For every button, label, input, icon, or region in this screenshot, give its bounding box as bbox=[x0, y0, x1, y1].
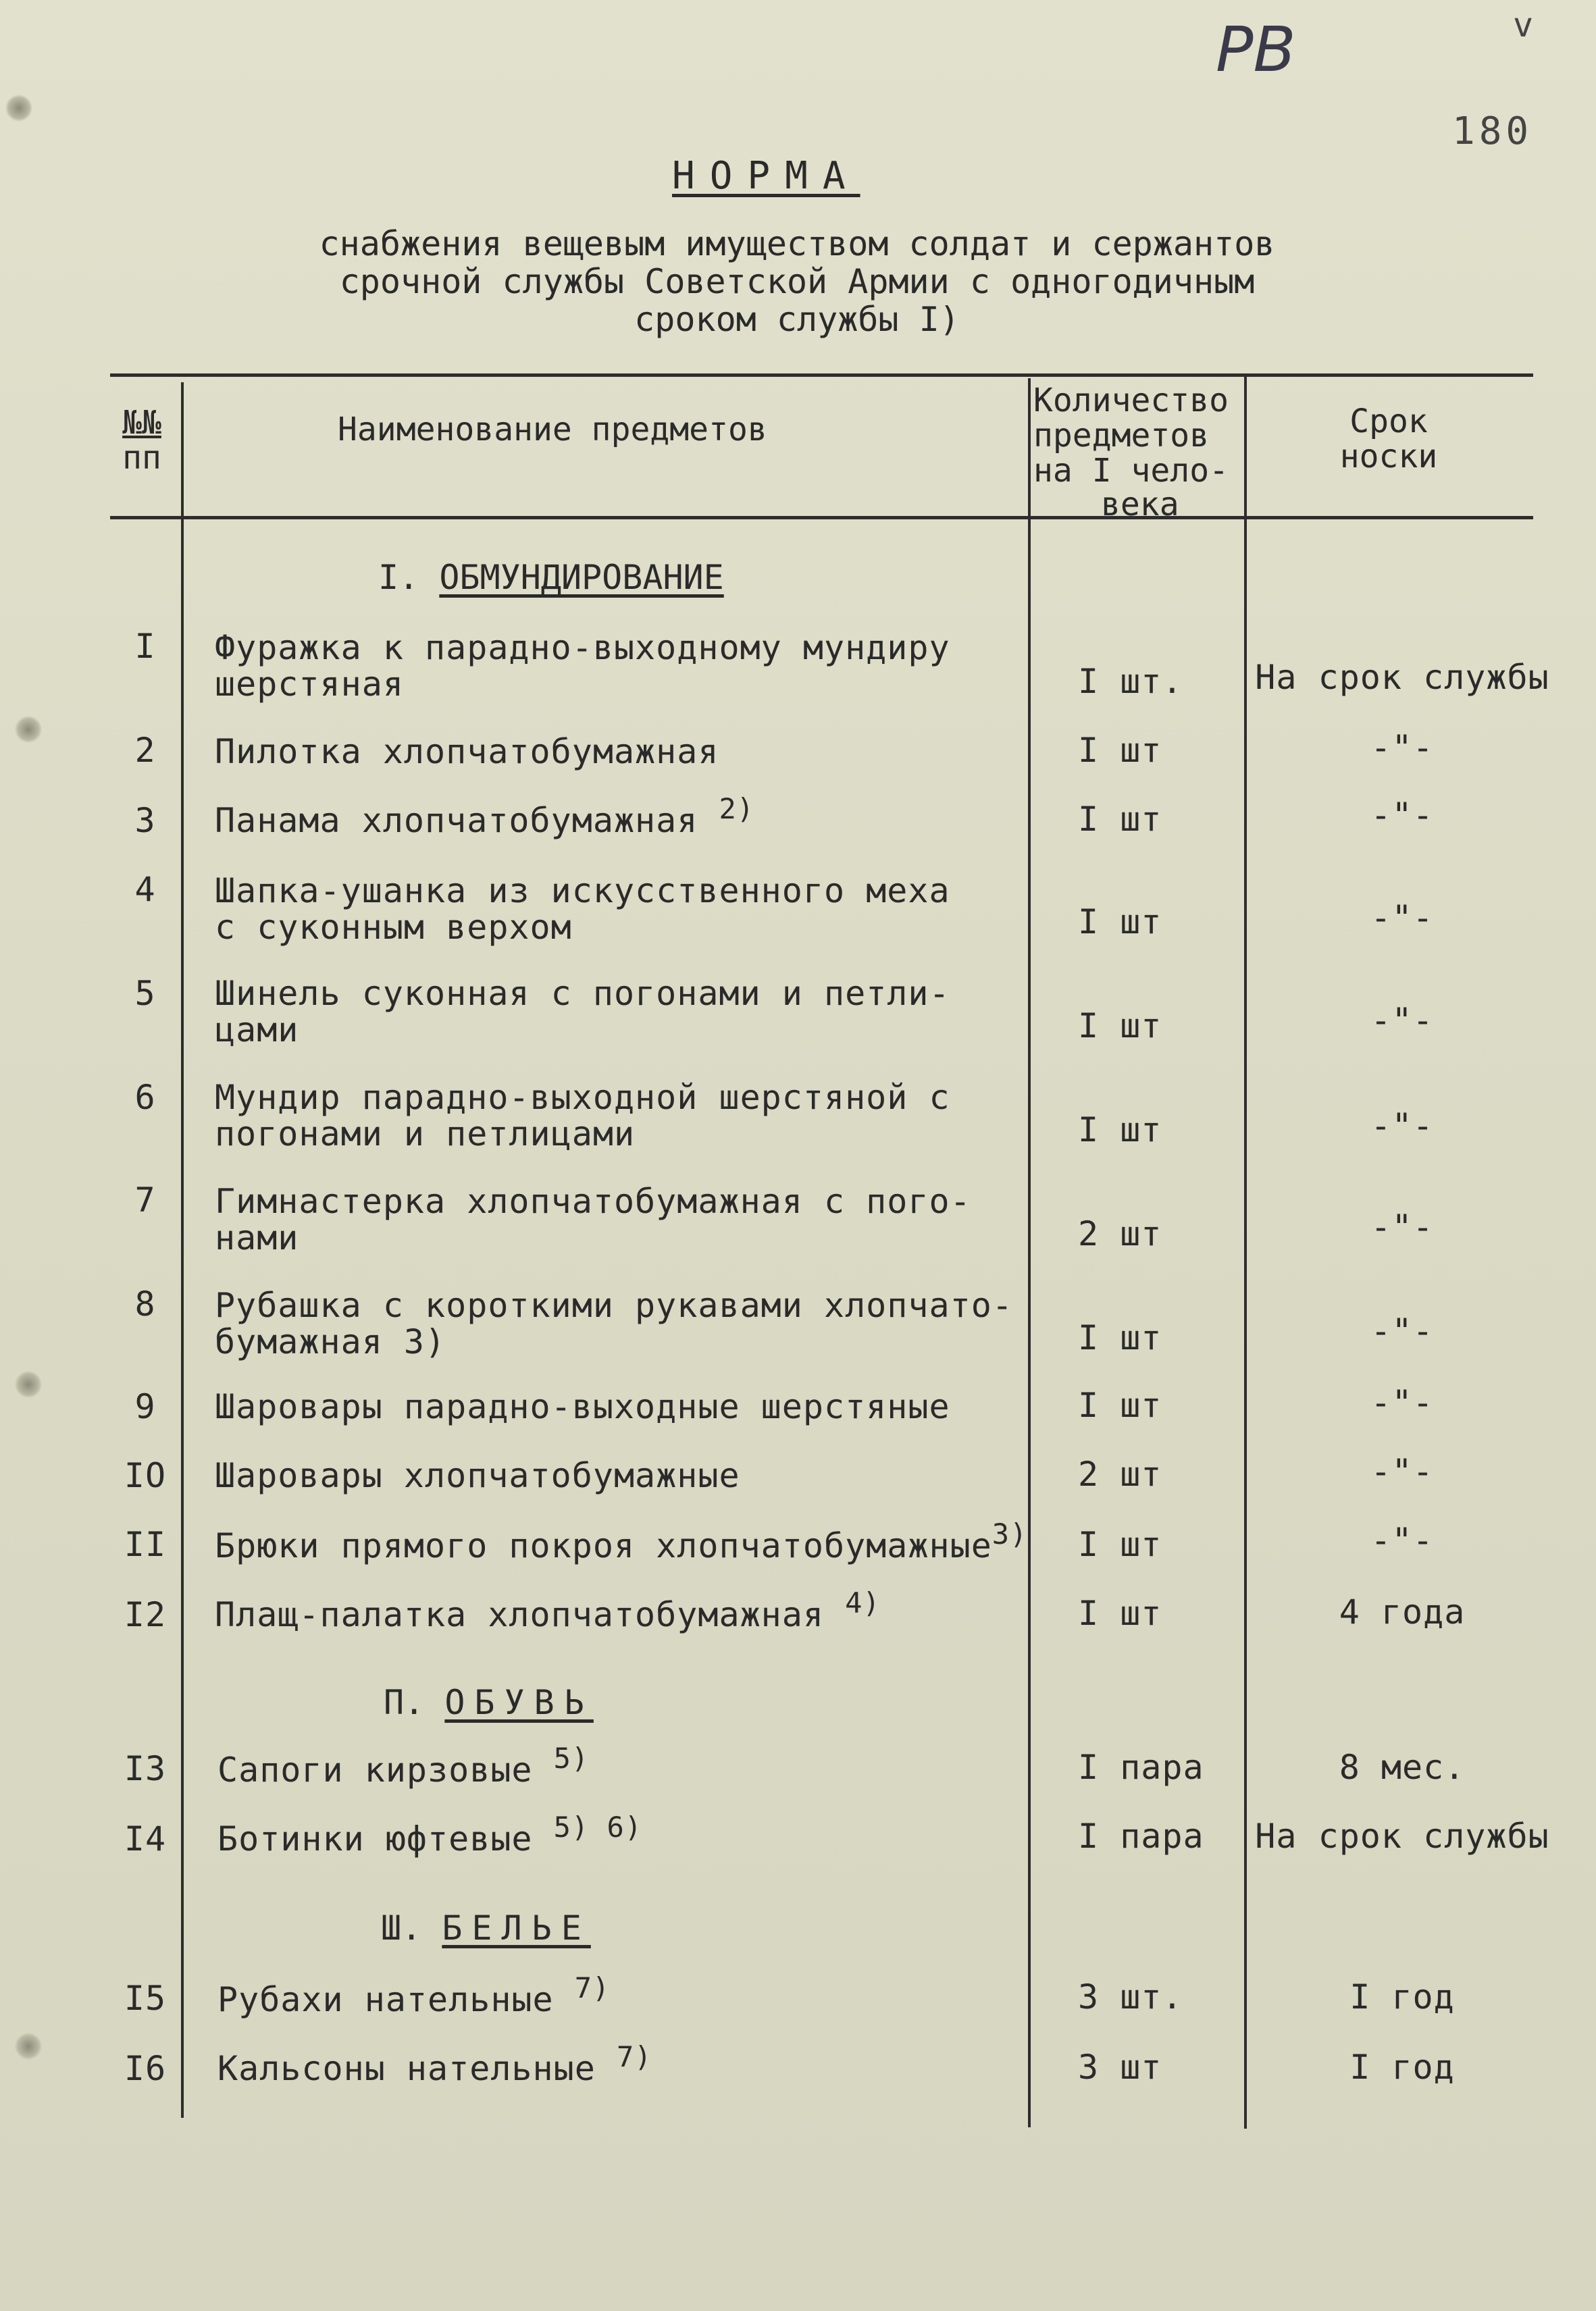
table-header-rule bbox=[110, 516, 1533, 519]
row-number: 6 bbox=[134, 1078, 156, 1117]
row-number: 8 bbox=[134, 1284, 156, 1324]
subtitle-line-1: снабжения вещевым имуществом солдат и сержантов bbox=[319, 224, 1275, 263]
item-name: Ботинки юфтевые bbox=[217, 1819, 533, 1859]
column-rule-name bbox=[1028, 378, 1031, 2127]
section-roman: П. bbox=[384, 1683, 425, 1722]
punch-hole bbox=[5, 95, 32, 122]
item-name: Брюки прямого покроя хлопчатобумажные bbox=[215, 1526, 992, 1565]
footnote-ref: 7) bbox=[574, 1971, 611, 2004]
item-name-line: Пилотка хлопчатобумажная bbox=[215, 732, 719, 771]
item-term: -"- bbox=[1370, 1208, 1434, 1247]
item-name-line: нами bbox=[215, 1218, 299, 1257]
section-title: БЕЛЬЕ bbox=[442, 1908, 591, 1948]
item-term: -"- bbox=[1370, 1001, 1434, 1040]
row-number: I3 bbox=[124, 1749, 167, 1788]
item-term: 8 мес. bbox=[1339, 1748, 1466, 1787]
row-number: 3 bbox=[134, 801, 156, 840]
item-term: -"- bbox=[1370, 898, 1434, 937]
header-qty-line-4: века bbox=[1101, 486, 1179, 523]
footnote-ref: 2) bbox=[719, 792, 755, 825]
item-name-line bbox=[217, 2040, 652, 2089]
item-name-line bbox=[215, 1586, 881, 1635]
item-name: Плащ-палатка хлопчатобумажная bbox=[215, 1595, 824, 1634]
footnote-ref: 5) 6) bbox=[553, 1811, 643, 1844]
footnote-ref: 4) bbox=[845, 1586, 881, 1619]
document-title: НОРМА bbox=[672, 154, 860, 198]
row-number: 4 bbox=[134, 870, 156, 909]
row-number: I6 bbox=[124, 2049, 167, 2088]
header-term-line-2: носки bbox=[1339, 438, 1438, 475]
section-title: ОБУВЬ bbox=[444, 1683, 594, 1722]
item-name-line: шерстяная bbox=[215, 665, 404, 704]
item-name-line bbox=[215, 1517, 1028, 1566]
row-number: I bbox=[134, 627, 156, 666]
footnote-ref: 7) bbox=[616, 2040, 652, 2073]
item-term: На срок службы bbox=[1255, 658, 1549, 697]
row-number: 9 bbox=[134, 1387, 156, 1426]
item-name: Панама хлопчатобумажная bbox=[215, 801, 698, 840]
section-heading-footwear bbox=[384, 1683, 594, 1722]
item-name-line bbox=[217, 1971, 611, 2020]
item-term: -"- bbox=[1370, 1312, 1434, 1351]
item-name-line bbox=[217, 1811, 643, 1859]
item-name-line: Фуражка к парадно-выходному мундиру bbox=[215, 628, 950, 667]
item-quantity: I шт bbox=[1078, 731, 1162, 770]
header-num-line-1: №№ bbox=[122, 404, 161, 442]
item-term: -"- bbox=[1370, 1383, 1434, 1422]
header-qty-line-2: предметов bbox=[1033, 417, 1210, 455]
punch-hole bbox=[15, 2033, 42, 2060]
row-number: 7 bbox=[134, 1180, 156, 1220]
item-name-line bbox=[217, 1742, 590, 1790]
section-title: ОБМУНДИРОВАНИЕ bbox=[439, 558, 724, 597]
item-quantity: I шт bbox=[1078, 1386, 1162, 1425]
item-term: -"- bbox=[1370, 1106, 1434, 1145]
table-top-rule bbox=[110, 373, 1533, 377]
item-quantity: 3 шт bbox=[1078, 2048, 1162, 2087]
footnote-ref: 3) bbox=[992, 1517, 1028, 1551]
row-number: 2 bbox=[134, 731, 156, 770]
row-number: I5 bbox=[124, 1979, 167, 2018]
item-name-line: погонами и петлицами bbox=[215, 1114, 636, 1153]
item-name-line: Шапка-ушанка из искусственного меха bbox=[215, 871, 950, 910]
item-name-line: с суконным верхом bbox=[215, 908, 572, 947]
row-number: 5 bbox=[134, 974, 156, 1013]
header-num-line-2: пп bbox=[122, 439, 161, 477]
section-heading-underwear bbox=[381, 1908, 591, 1948]
section-roman: I. bbox=[378, 558, 419, 597]
item-name: Кальсоны нательные bbox=[217, 2049, 596, 2088]
footnote-ref: 5) bbox=[553, 1742, 590, 1775]
row-number: I4 bbox=[124, 1819, 167, 1859]
item-quantity: I шт bbox=[1078, 902, 1162, 941]
item-name: Рубахи нательные bbox=[217, 1980, 554, 2019]
item-term: -"- bbox=[1370, 796, 1434, 835]
item-name-line: Шаровары парадно-выходные шерстяные bbox=[215, 1387, 950, 1426]
row-number: II bbox=[124, 1525, 167, 1564]
item-quantity: I шт bbox=[1078, 1594, 1162, 1633]
item-name-line: Рубашка с короткими рукавами хлопчато- bbox=[215, 1286, 1013, 1325]
row-number: IO bbox=[124, 1456, 167, 1495]
punch-hole bbox=[15, 1371, 42, 1398]
item-name-line: Гимнастерка хлопчатобумажная с пого- bbox=[215, 1182, 971, 1221]
item-term: -"- bbox=[1370, 1521, 1434, 1560]
item-name: Сапоги кирзовые bbox=[217, 1750, 533, 1790]
section-roman: Ш. bbox=[381, 1908, 422, 1948]
item-quantity: 2 шт bbox=[1078, 1214, 1162, 1253]
item-name-line: Шаровары хлопчатобумажные bbox=[215, 1456, 740, 1495]
row-number: I2 bbox=[124, 1595, 167, 1634]
item-quantity: I шт bbox=[1078, 1525, 1162, 1564]
item-quantity: I пара bbox=[1078, 1748, 1204, 1787]
item-term: -"- bbox=[1370, 728, 1434, 767]
item-quantity: 2 шт bbox=[1078, 1455, 1162, 1494]
item-term: I год bbox=[1349, 2048, 1455, 2087]
subtitle-line-3: сроком службы I) bbox=[634, 300, 960, 339]
item-quantity: I шт bbox=[1078, 800, 1162, 839]
column-rule-qty bbox=[1244, 375, 1247, 2129]
item-quantity: 3 шт. bbox=[1078, 1977, 1183, 2017]
item-name-line: цами bbox=[215, 1010, 299, 1049]
item-quantity: I пара bbox=[1078, 1817, 1204, 1856]
header-name: Наименование предметов bbox=[338, 411, 767, 448]
item-name-line: Мундир парадно-выходной шерстяной с bbox=[215, 1078, 950, 1117]
item-term: На срок службы bbox=[1255, 1817, 1549, 1856]
item-term: -"- bbox=[1370, 1452, 1434, 1491]
section-heading-clothing bbox=[378, 558, 724, 597]
header-qty-line-3: на I чело- bbox=[1033, 452, 1229, 490]
tick-mark: v bbox=[1513, 5, 1534, 45]
subtitle-line-2: срочной службы Советской Армии с одногодичным bbox=[339, 262, 1255, 301]
header-qty-line-1: Количество bbox=[1033, 382, 1229, 419]
punch-hole bbox=[15, 716, 42, 743]
sheet-number: 180 bbox=[1452, 109, 1533, 153]
item-term: 4 года bbox=[1339, 1592, 1466, 1632]
item-quantity: I шт. bbox=[1078, 662, 1183, 701]
item-quantity: I шт bbox=[1078, 1006, 1162, 1045]
item-name-line bbox=[215, 792, 755, 841]
header-term-line-1: Срок bbox=[1349, 403, 1428, 440]
item-name-line: бумажная 3) bbox=[215, 1322, 446, 1361]
item-name-line: Шинель суконная с погонами и петли- bbox=[215, 974, 950, 1013]
handwritten-mark: PB bbox=[1216, 14, 1296, 86]
item-quantity: I шт bbox=[1078, 1110, 1162, 1149]
item-term: I год bbox=[1349, 1977, 1455, 2017]
item-quantity: I шт bbox=[1078, 1318, 1162, 1357]
